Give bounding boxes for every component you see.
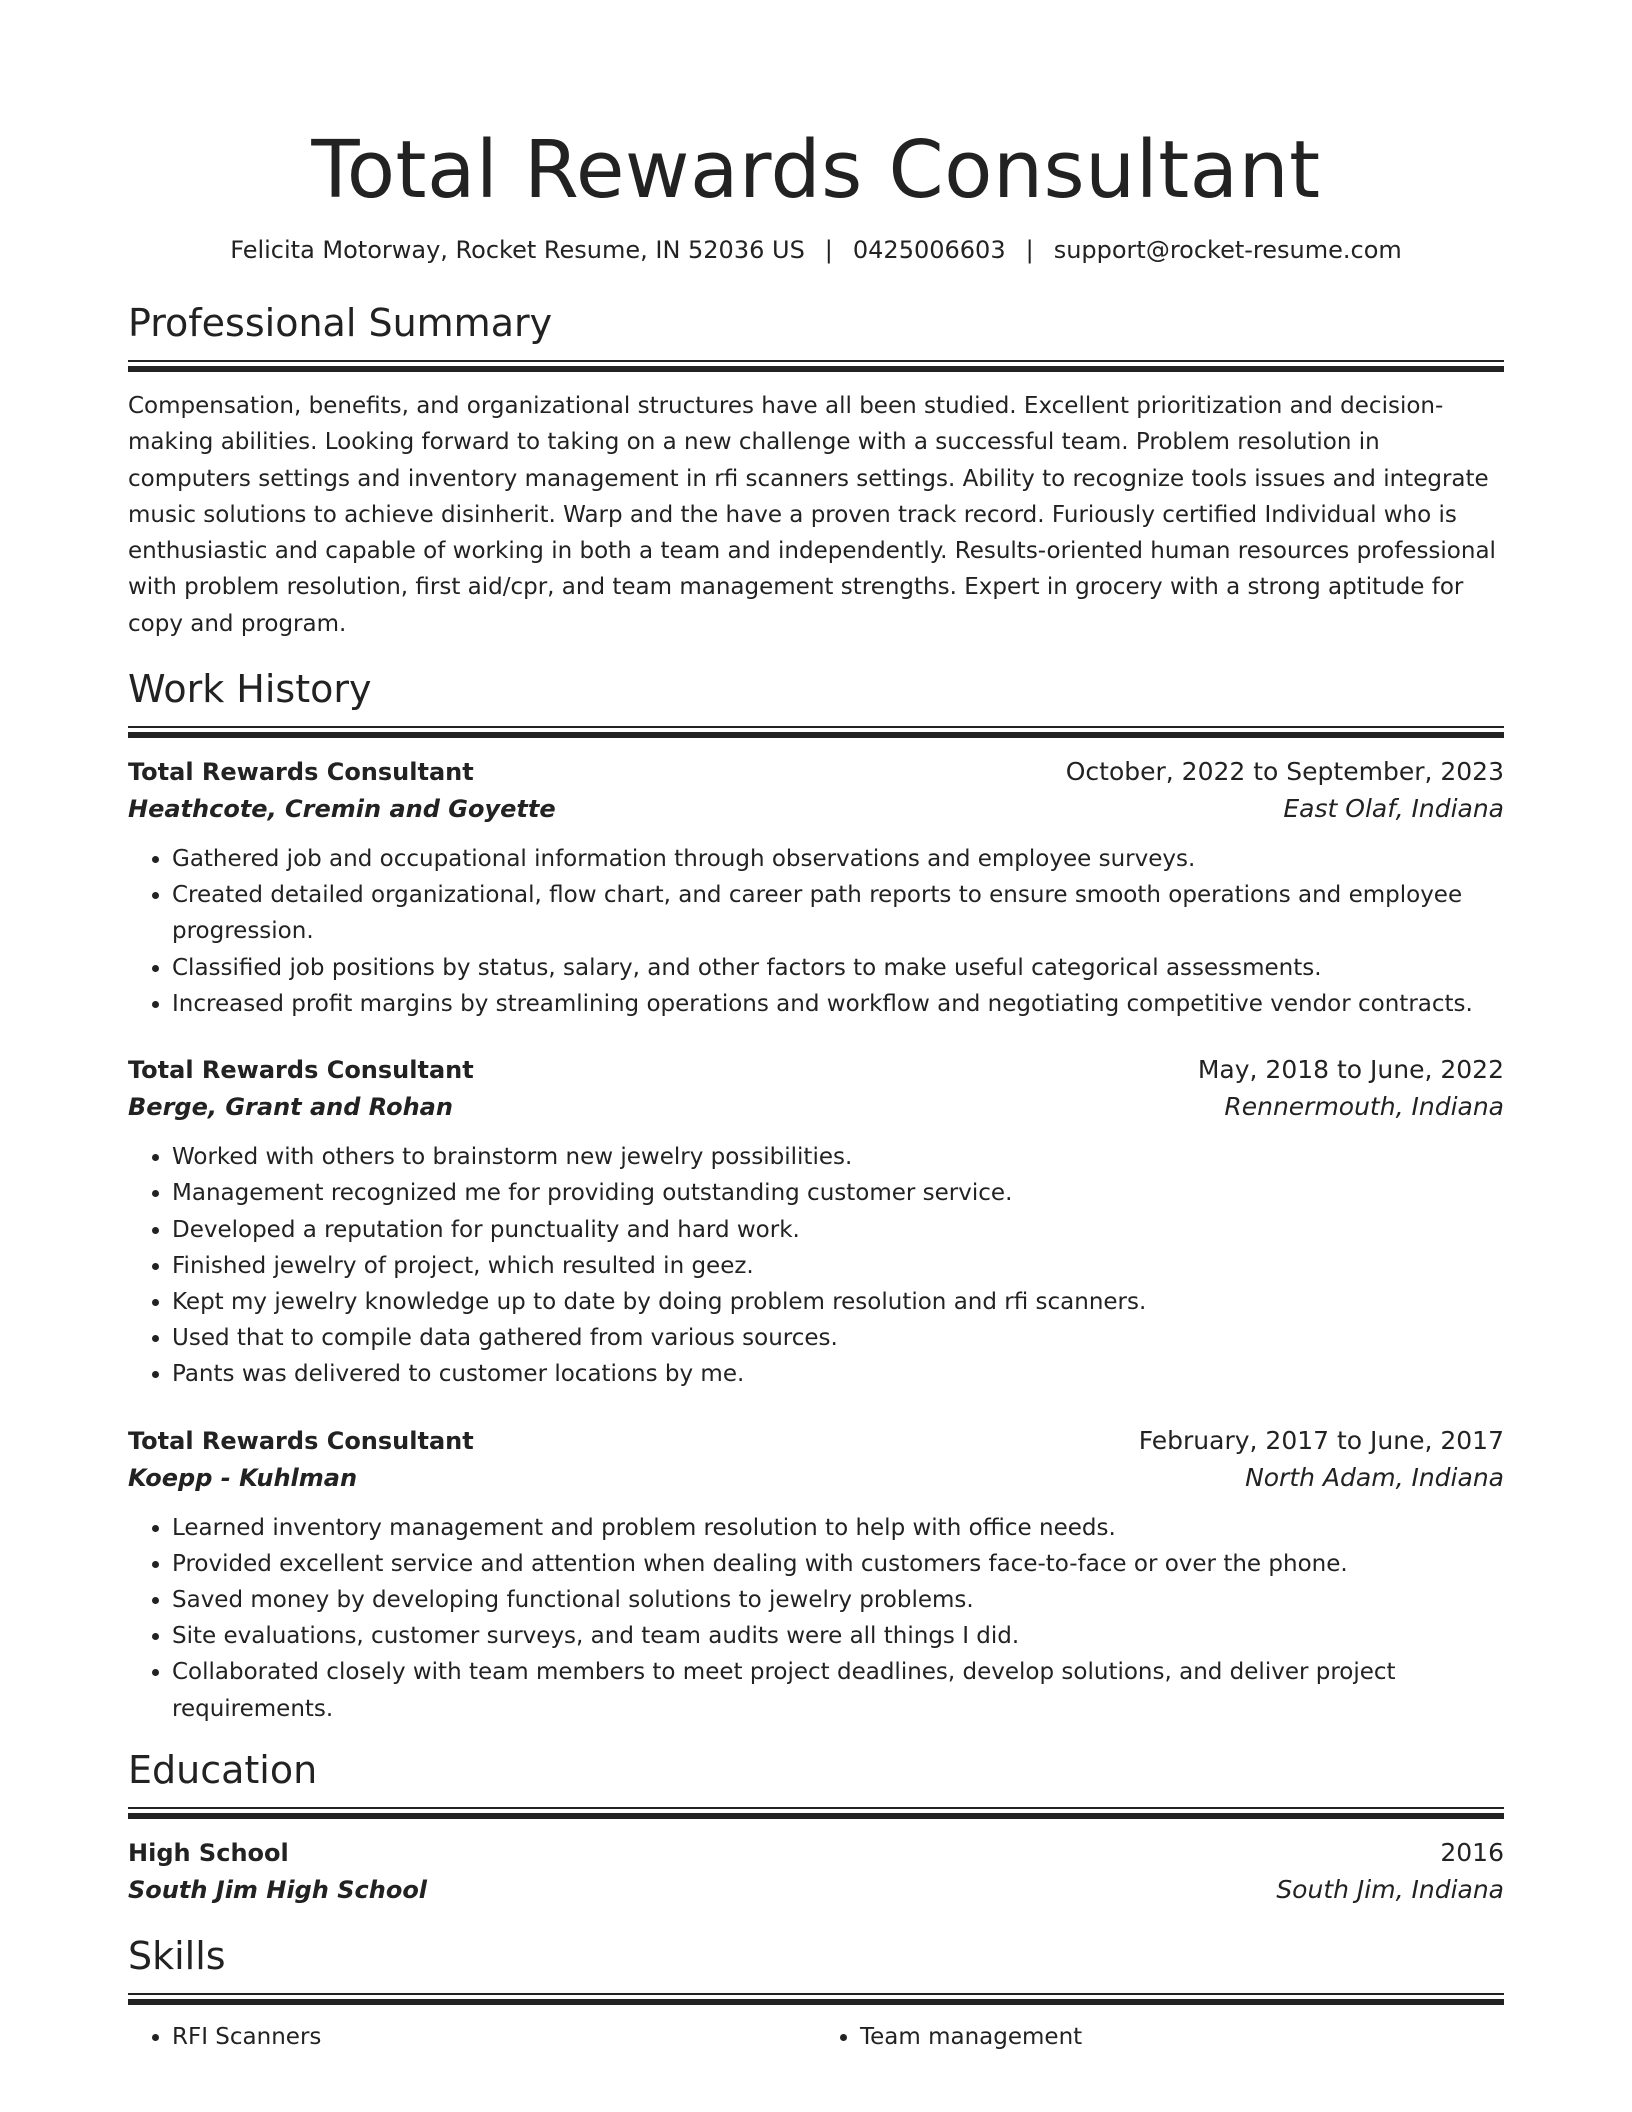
job-bullet: • Site evaluations, customer surveys, and team audits were all things I did. [172,1618,1504,1654]
job-bullet: • Increased profit margins by streamlining operations and workflow and negotiating competitive vendor contracts. [172,986,1504,1022]
skills-column-right [816,2019,1504,2055]
education-section [128,1745,1504,1909]
section-divider [128,1993,1504,2005]
job-company: Heathcote, Cremin and Goyette [128,795,556,824]
job-company-row [128,1459,1504,1497]
job-bullet: • Developed a reputation for punctuality and hard work. [172,1212,1504,1248]
job-bullet: • Finished jewelry of project, which resulted in geez. [172,1248,1504,1284]
job-bullets [128,1510,1504,1727]
job-entry [128,1423,1504,1727]
job-bullet: • Collaborated closely with team members to meet project deadlines, develop solutions, and deliver project requirements. [172,1654,1504,1726]
job-dates: October, 2022 to September, 2023 [1065,757,1504,787]
education-school: South Jim High School [128,1875,428,1904]
job-company: Koepp - Kuhlman [128,1463,358,1492]
work-history-section [128,664,1504,1727]
job-bullet: • Classified job positions by status, salary, and other factors to make useful categorical assessments. [172,950,1504,986]
section-title-summary: Professional Summary [128,301,553,345]
education-location: South Jim, Indiana [1276,1874,1504,1904]
job-entry [128,1052,1504,1392]
section-title-education: Education [128,1747,318,1792]
education-degree: High School [128,1838,289,1867]
job-header-row [128,1423,1504,1459]
contact-email: support@rocket-resume.com [1053,236,1402,264]
job-header-row [128,754,1504,790]
section-divider [128,726,1504,738]
job-title: Total Rewards Consultant [128,1056,474,1085]
job-entry [128,754,1504,1022]
skills-section [128,1931,1504,2055]
job-title: Total Rewards Consultant [128,758,474,787]
section-title-work-history: Work History [128,667,372,712]
contact-phone: 0425006603 [852,236,1006,264]
job-bullets [128,841,1504,1022]
job-bullets [128,1139,1504,1392]
skills-grid [128,2019,1504,2055]
job-location: East Olaf, Indiana [1283,794,1504,824]
job-bullet: • Saved money by developing functional solutions to jewelry problems. [172,1582,1504,1618]
job-bullet: • Kept my jewelry knowledge up to date by doing problem resolution and rfi scanners. [172,1284,1504,1320]
skill-item: • Team management [860,2019,1504,2055]
job-bullet: • Provided excellent service and attention when dealing with customers face-to-face or over the phone. [172,1546,1504,1582]
job-company-row [128,1088,1504,1126]
job-company: Berge, Grant and Rohan [128,1093,453,1122]
job-bullet: • Worked with others to brainstorm new jewelry possibilities. [172,1139,1504,1175]
skill-item: • RFI Scanners [172,2019,816,2055]
job-bullet: • Pants was delivered to customer locations by me. [172,1356,1504,1392]
contact-separator: | [1025,236,1034,264]
contact-line [128,234,1504,266]
section-divider [128,1807,1504,1819]
resume-name: Total Rewards Consultant [311,124,1321,216]
education-entry [128,1835,1504,1909]
job-bullet: • Learned inventory management and problem resolution to help with office needs. [172,1510,1504,1546]
summary-text: Compensation, benefits, and organizational structures have all been studied. Excellent prioritization and decision-making abilities. Looking forward to taking on a new challenge with a successful team. Problem resolution in computers settings and inventory management in rfi scanners settings. Ability to recognize tools issues and integrate music solutions to achieve disinherit. Warp and the have a proven track record. Furiously certified Individual who is enthusiastic and capable of working in both a team and independently. Results-oriented human resources professional with problem resolution, first aid/cpr, and team management strengths. Expert in grocery with a strong aptitude for copy and program. [128,393,1496,637]
job-bullet: • Used that to compile data gathered from various sources. [172,1320,1504,1356]
job-bullet: • Created detailed organizational, flow chart, and career path reports to ensure smooth operations and employee progression. [172,877,1504,949]
job-location: North Adam, Indiana [1245,1462,1504,1492]
job-dates: May, 2018 to June, 2022 [1197,1055,1504,1085]
education-year: 2016 [1440,1837,1504,1867]
education-header-row [128,1835,1504,1871]
contact-separator: | [824,236,833,264]
education-school-row [128,1871,1504,1909]
contact-address: Felicita Motorway, Rocket Resume, IN 52036 US [230,236,805,264]
job-company-row [128,790,1504,828]
job-location: Rennermouth, Indiana [1224,1092,1504,1122]
section-title-skills: Skills [128,1933,226,1978]
job-bullet: • Gathered job and occupational information through observations and employee surveys. [172,841,1504,877]
summary-section [128,298,1504,642]
job-dates: February, 2017 to June, 2017 [1138,1425,1504,1455]
job-title: Total Rewards Consultant [128,1426,474,1455]
job-bullet: • Management recognized me for providing outstanding customer service. [172,1175,1504,1211]
job-header-row [128,1052,1504,1088]
skills-column-left [128,2019,816,2055]
section-divider [128,360,1504,372]
